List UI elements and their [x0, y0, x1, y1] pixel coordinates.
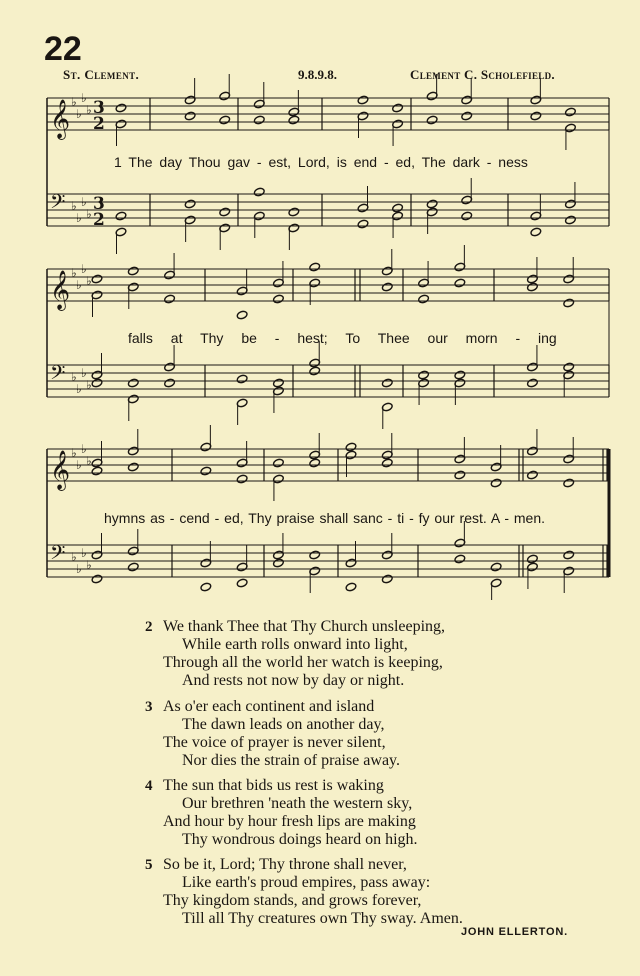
stanza-line: We thank Thee that Thy Church unsleeping,: [163, 618, 446, 635]
bass-clef-icon: 𝄢: [50, 190, 66, 218]
note-head: [530, 111, 542, 121]
flat-icon: ♭: [81, 91, 87, 105]
hymn-number: 22: [44, 30, 82, 68]
note-head: [219, 207, 231, 217]
note-head: [392, 203, 404, 213]
note-head: [127, 266, 139, 276]
note-head: [426, 199, 438, 209]
flat-icon: ♭: [71, 266, 77, 280]
note-head: [527, 282, 539, 292]
stanza-number: 3: [145, 699, 153, 715]
note-head: [236, 474, 248, 484]
note-head: [345, 582, 357, 592]
flat-icon: ♭: [86, 558, 92, 572]
flat-icon: ♭: [76, 382, 82, 396]
note-head: [309, 458, 321, 468]
composer: Clement C. Scholefield.: [410, 67, 555, 82]
stanza-line: So be it, Lord; Thy throne shall never,: [163, 856, 407, 873]
time-signature-top: 3: [93, 194, 105, 214]
note-head: [563, 550, 575, 560]
note-head: [381, 458, 393, 468]
flat-icon: ♭: [76, 562, 82, 576]
time-signature-top: 3: [93, 98, 105, 118]
note-head: [357, 219, 369, 229]
stanza-line: Like earth's proud empires, pass away:: [182, 874, 431, 891]
note-head: [381, 574, 393, 584]
note-head: [164, 378, 176, 388]
note-head: [563, 298, 575, 308]
treble-clef-icon: 𝄞: [50, 450, 71, 490]
bass-clef-icon: 𝄢: [50, 541, 66, 569]
note-head: [273, 458, 285, 468]
note-head: [91, 274, 103, 284]
flat-icon: ♭: [71, 550, 77, 564]
stanza-line: Nor dies the strain of praise away.: [182, 752, 400, 769]
stanza-line: Through all the world her watch is keeping,: [163, 654, 443, 671]
stanza-line: Our brethren 'neath the western sky,: [182, 795, 413, 812]
flat-icon: ♭: [81, 262, 87, 276]
flat-icon: ♭: [71, 370, 77, 384]
note-head: [236, 310, 248, 320]
treble-clef-icon: 𝄞: [50, 270, 71, 310]
note-head: [127, 562, 139, 572]
note-head: [527, 378, 539, 388]
flat-icon: ♭: [71, 199, 77, 213]
note-head: [164, 294, 176, 304]
note-head: [418, 294, 430, 304]
note-head: [253, 115, 265, 125]
note-head: [345, 442, 357, 452]
lyric-line-3: hymns as - cend - ed, Thy praise shall sanc - ti - fy our rest. A - men.: [104, 510, 546, 526]
note-head: [273, 558, 285, 568]
meter: 9.8.9.8.: [298, 67, 337, 82]
note-head: [530, 227, 542, 237]
time-signature-bottom: 2: [93, 114, 105, 134]
time-signature-bottom: 2: [93, 210, 105, 230]
stanza-line: The dawn leads on another day,: [182, 716, 385, 733]
note-head: [115, 211, 127, 221]
note-head: [563, 362, 575, 372]
flat-icon: ♭: [86, 103, 92, 117]
lyric-line-2: falls at Thy be - hest; To Thee our morn - ing: [128, 330, 557, 346]
stanza-line: And rests not now by day or night.: [182, 672, 405, 689]
note-head: [454, 278, 466, 288]
stanza-line: The voice of prayer is never silent,: [163, 734, 386, 751]
note-head: [184, 199, 196, 209]
flat-icon: ♭: [81, 546, 87, 560]
note-head: [426, 115, 438, 125]
flat-icon: ♭: [86, 378, 92, 392]
note-head: [454, 470, 466, 480]
note-head: [309, 262, 321, 272]
note-head: [454, 554, 466, 564]
note-head: [357, 95, 369, 105]
note-head: [565, 215, 577, 225]
note-head: [309, 366, 321, 376]
note-head: [200, 466, 212, 476]
flat-icon: ♭: [71, 95, 77, 109]
note-head: [127, 378, 139, 388]
note-head: [490, 562, 502, 572]
flat-icon: ♭: [81, 195, 87, 209]
lyric-line-1: 1 The day Thou gav - est, Lord, is end - ed, The dark - ness: [114, 154, 528, 170]
note-head: [418, 370, 430, 380]
flat-icon: ♭: [76, 107, 82, 121]
note-head: [91, 574, 103, 584]
stanza-line: Thy wondrous doings heard on high.: [182, 831, 418, 848]
flat-icon: ♭: [76, 458, 82, 472]
stanza-line: Thy kingdom stands, and grows forever,: [163, 892, 422, 909]
stanza-line: And hour by hour fresh lips are making: [163, 813, 416, 830]
treble-clef-icon: 𝄞: [50, 99, 71, 139]
flat-icon: ♭: [86, 454, 92, 468]
flat-icon: ♭: [81, 366, 87, 380]
stanza-line: While earth rolls onward into light,: [182, 636, 408, 653]
flat-icon: ♭: [76, 211, 82, 225]
flat-icon: ♭: [81, 442, 87, 456]
note-head: [527, 470, 539, 480]
note-head: [527, 554, 539, 564]
flat-icon: ♭: [86, 274, 92, 288]
stanza-number: 4: [145, 778, 153, 794]
bass-clef-icon: 𝄢: [50, 361, 66, 389]
note-head: [381, 282, 393, 292]
flat-icon: ♭: [76, 278, 82, 292]
note-head: [219, 115, 231, 125]
flat-icon: ♭: [71, 446, 77, 460]
note-head: [461, 111, 473, 121]
note-head: [127, 462, 139, 472]
stanza-number: 5: [145, 857, 153, 873]
stanza-number: 2: [145, 619, 153, 635]
note-head: [91, 466, 103, 476]
author: JOHN ELLERTON.: [461, 926, 568, 938]
note-head: [563, 478, 575, 488]
note-head: [184, 111, 196, 121]
note-head: [253, 187, 265, 197]
flat-icon: ♭: [86, 207, 92, 221]
note-head: [381, 378, 393, 388]
note-head: [565, 107, 577, 117]
stanza-line: The sun that bids us rest is waking: [163, 777, 384, 794]
note-head: [490, 478, 502, 488]
note-head: [91, 378, 103, 388]
note-head: [461, 211, 473, 221]
note-head: [454, 370, 466, 380]
tune-name: St. Clement.: [63, 67, 140, 82]
stanza-line: Till all Thy creatures own Thy sway. Amen.: [182, 910, 463, 927]
note-head: [288, 207, 300, 217]
note-head: [236, 374, 248, 384]
note-head: [200, 582, 212, 592]
stanza-line: As o'er each continent and island: [163, 698, 375, 715]
note-head: [273, 378, 285, 388]
note-head: [273, 294, 285, 304]
note-head: [236, 578, 248, 588]
note-head: [115, 103, 127, 113]
note-head: [309, 550, 321, 560]
note-head: [288, 115, 300, 125]
note-head: [392, 103, 404, 113]
